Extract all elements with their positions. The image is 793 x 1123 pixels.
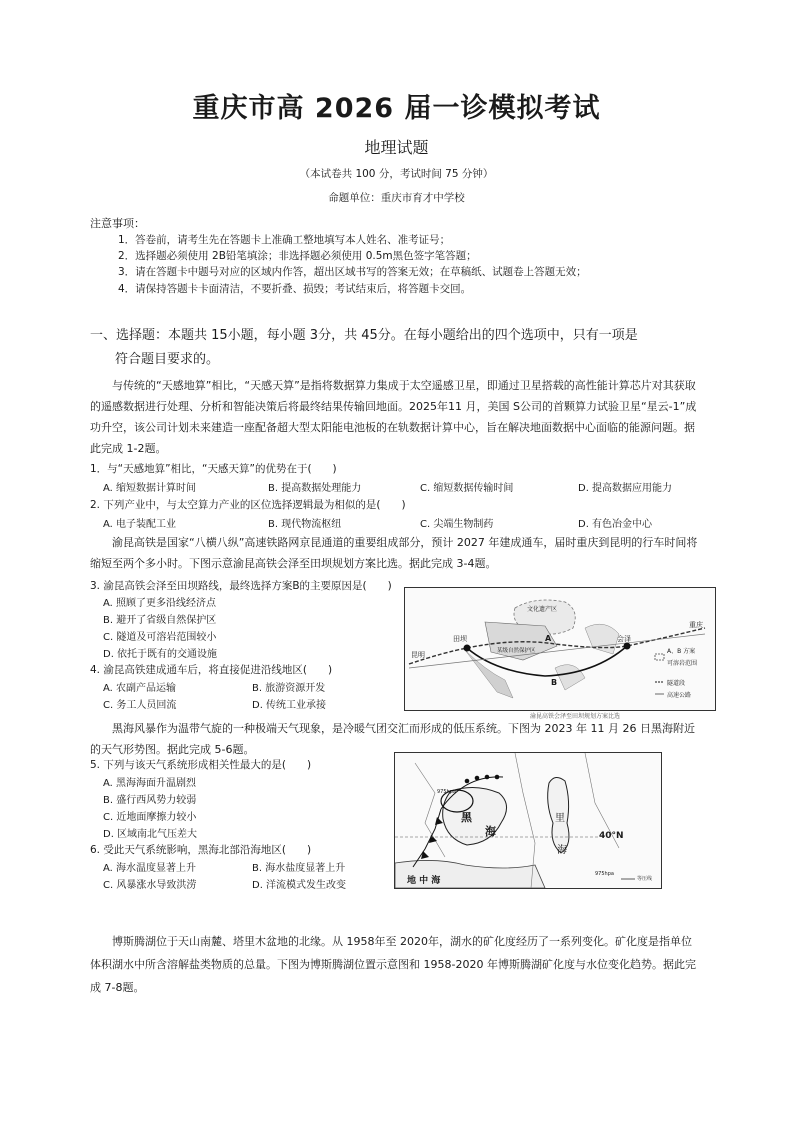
option[interactable]: C. 尖端生物制药 [420,519,494,530]
exam-title: 重庆市高 2026 届一诊模拟考试 [192,93,601,124]
route-a-label: A [545,634,552,643]
option[interactable]: B. 避开了省级自然保护区 [103,615,217,626]
notice-item: 1．答卷前，请考生先在答题卡上准确工整地填写本人姓名、准考证号； [118,234,451,246]
legend-item: 高速公路 [667,692,692,699]
legend-item: A、B 方案 [667,648,696,655]
option[interactable]: B. 海水盐度显著上升 [252,863,346,874]
notice-item: 2．选择题必须使用 2B铅笔填涂；非选择题必须使用 0.5m黑色签字笔答题； [118,250,477,262]
place-label: 重庆 [689,621,703,629]
passage-4: 博斯腾湖位于天山南麓、塔里木盆地的北缘。从 1958年至 2020年，湖水的矿化度经历了一系列变化。矿化度是指单位体积湖水中所含溶解盐类物质的总量。下图为博斯腾湖位置示意图和 1958-2020 年博斯腾湖矿化度与水位变化趋势。据此完成 7-8题。 [90,935,696,994]
passage-1: 与传统的“天感地算”相比，“天感天算”是指将数据算力集成于太空遥感卫星，即通过卫星搭载的高性能计算芯片对其获取的遥感数据进行处理、分析和智能决策后将最终结果传输回地面。2025年11 月，美国 S公司的首颗算力试验卫星“星云-1”成功升空，该公司计划未来建造一座配备超大型太阳能电池板的在轨数据计算中心，旨在解决地面数据中心面临的能源问题。据此完成 1-2题。 [90,379,697,455]
exam-info: （本试卷共 100 分，考试时间 75 分钟） [299,168,494,180]
railway-route-map [404,587,716,711]
option[interactable]: A. 照顾了更多沿线经济点 [103,598,217,609]
legend-item: 隧道段 [667,680,686,687]
legend-value: 975hpa [595,871,614,877]
section-heading-cont: 符合题目要求的。 [115,352,220,367]
question-5: 5. 下列与该天气系统形成相关性最大的是( ) [90,759,312,771]
option[interactable]: A. 黑海海面升温剧烈 [103,778,197,789]
option[interactable]: A. 农副产品运输 [103,683,177,694]
option[interactable]: A. 缩短数据计算时间 [103,483,197,494]
latitude-label: 40°N [599,831,624,841]
place-label: 田坝 [453,635,467,643]
notice-item: 3．请在答题卡中题号对应的区域内作答，超出区域书写的答案无效；在草稿纸、试题卷上答题无效； [118,266,587,278]
route-b-label: B [551,678,558,687]
option[interactable]: C. 隧道及可溶岩范围较小 [103,632,217,643]
option[interactable]: D. 有色冶金中心 [578,519,653,530]
notice-heading: 注意事项： [90,217,145,230]
place-label: 会泽 [617,635,631,643]
exam-subtitle: 地理试题 [364,138,429,157]
option[interactable]: D. 传统工业承接 [252,700,327,711]
section-heading: 一、选择题：本题共 15小题，每小题 3分，共 45分。在每小题给出的四个选项中，只有一项是 [90,328,638,343]
option[interactable]: D. 区域南北气压差大 [103,829,198,840]
question-2: 2. 下列产业中，与太空算力产业的区位选择逻辑最为相似的是( ) [90,499,406,511]
sea-label: 海 [485,825,496,838]
option[interactable]: B. 盛行西风势力较弱 [103,795,197,806]
map-caption: 渝昆高铁会泽至田坝规划方案比选 [530,713,621,720]
option[interactable]: A. 电子装配工业 [103,519,177,530]
option[interactable]: C. 务工人员回流 [103,700,177,711]
question-4: 4. 渝昆高铁建成通车后，将直接促进沿线地区( ) [90,664,333,676]
option[interactable]: C. 风暴涨水导致洪涝 [103,880,197,891]
option[interactable]: B. 现代物流枢纽 [268,519,342,530]
sea-label: 黑 [461,811,472,824]
option[interactable]: A. 海水温度显著上升 [103,863,197,874]
notice-item: 4．请保持答题卡卡面清洁，不要折叠、损毁；考试结束后，将答题卡交回。 [118,283,472,295]
option[interactable]: B. 提高数据处理能力 [268,483,362,494]
passage-3: 黑海风暴作为温带气旋的一种极端天气现象，是冷暖气团交汇而形成的低压系统。下图为 2023 年 11 月 26 日黑海附近的天气形势图。据此完成 5-6题。 [90,722,695,756]
option[interactable]: C. 近地面摩擦力较小 [103,812,197,823]
sea-label: 里 [555,813,565,824]
place-label: 文化遗产区 [527,606,558,613]
place-label: 昆明 [411,651,425,659]
reserve-label: 某级自然保护区 [497,648,536,654]
option[interactable]: D. 洋流模式发生改变 [252,880,347,891]
passage-2: 渝昆高铁是国家“八横八纵”高速铁路网京昆通道的重要组成部分，预计 2027 年建成通车，届时重庆到昆明的行车时间将缩短至两个多小时。下图示意渝昆高铁会泽至田坝规划方案比选。据此完成 3-4题。 [90,536,698,570]
option[interactable]: D. 提高数据应用能力 [578,483,673,494]
option[interactable]: C. 缩短数据传输时间 [420,483,514,494]
question-1: 1．与“天感地算”相比，“天感天算”的优势在于( ) [90,463,337,475]
question-6: 6. 受此天气系统影响，黑海北部沿海地区( ) [90,844,312,856]
legend-label: 等压线 [637,876,653,882]
option[interactable]: D. 依托于既有的交通设施 [103,649,218,660]
exam-issuer: 命题单位：重庆市育才中学校 [328,192,465,204]
sea-label: 海 [557,845,567,856]
sea-label: 地 中 海 [407,876,441,886]
legend-item: 可溶岩范围 [667,660,698,667]
option[interactable]: B. 旅游资源开发 [252,683,326,694]
question-3: 3. 渝昆高铁会泽至田坝路线，最终选择方案B的主要原因是( ) [90,580,392,592]
weather-map [394,752,662,889]
isobar-label: 975hpa [437,789,456,795]
